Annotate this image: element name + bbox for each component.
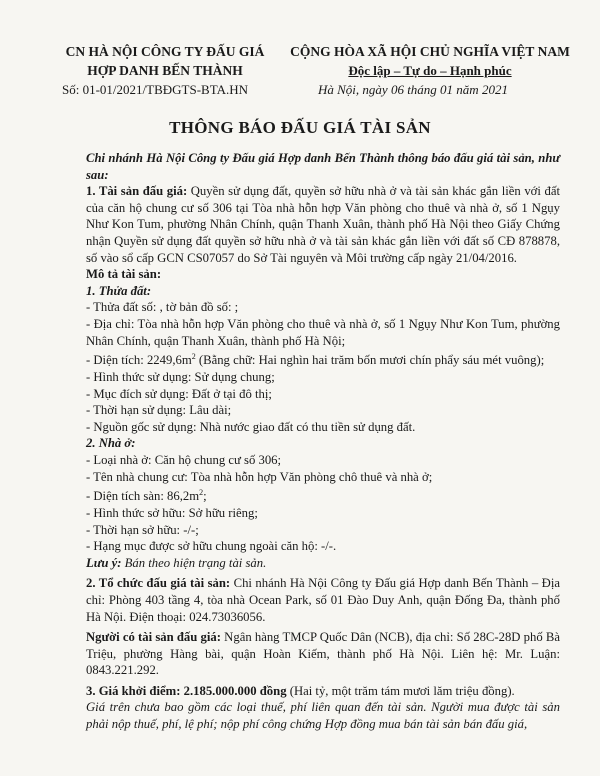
intro-paragraph: Chi nhánh Hà Nội Công ty Đấu giá Hợp danh Bến Thành thông báo đấu giá tài sản, như sau: <box>86 151 560 182</box>
house-label: 2. Nhà ở: <box>86 436 136 451</box>
document-title: THÔNG BÁO ĐẤU GIÁ TÀI SẢN <box>169 118 431 137</box>
house-item: - Tên nhà chung cư: Tòa nhà hỗn hợp Văn phòng chô thuê và nhà ở; <box>86 469 433 484</box>
section-3-text: (Hai tỷ, một trăm tám mươi lăm triệu đồng). <box>286 683 515 698</box>
asset-description-label: Mô tả tài sản: <box>86 267 162 282</box>
land-item: - Mục đích sử dụng: Đất ở tại đô thị; <box>86 386 272 401</box>
issuer-line-2: HỢP DANH BẾN THÀNH <box>87 63 243 78</box>
land-label: 1. Thửa đất: <box>86 283 152 298</box>
section-2-label: 2. Tổ chức đấu giá tài sản: <box>86 576 231 591</box>
section-1-paragraph <box>86 183 560 266</box>
section-2-paragraph <box>86 575 560 625</box>
house-area-prefix: - Diện tích sàn: 86,2m <box>86 489 200 504</box>
document-number: Số: 01-01/2021/TBĐGTS-BTA.HN <box>62 82 249 97</box>
section-3-note: Giá trên chưa bao gồm các loại thuế, phí liên quan đến tài sản. Người mua được tài sản phải nộp thuế, phí, lệ phí; nộp phí công chứng Hợp đồng mua bán tài sản bán đấu giá, <box>86 700 560 732</box>
house-item: - Hình thức sở hữu: Sở hữu riêng; <box>86 505 258 520</box>
land-item: - Nguồn gốc sử dụng: Nhà nước giao đất có thu tiền sử dụng đất. <box>86 419 416 434</box>
document-date: Hà Nội, ngày 06 tháng 01 năm 2021 <box>318 82 508 97</box>
issuer-line-1: CN HÀ NỘI CÔNG TY ĐẤU GIÁ <box>65 44 265 59</box>
issuer-header <box>40 42 290 80</box>
land-item: - Thời hạn sử dụng: Lâu dài; <box>86 403 232 418</box>
house-item: - Thời hạn sở hữu: -/-; <box>86 522 199 537</box>
house-area-item <box>86 485 560 505</box>
section-3-paragraph <box>86 683 560 700</box>
house-item: - Loại nhà ở: Căn hộ chung cư số 306; <box>86 452 282 467</box>
note-label: Lưu ý: <box>86 555 122 570</box>
section-1-label: 1. Tài sản đấu giá: <box>86 184 188 199</box>
land-item: - Hình thức sử dụng: Sử dụng chung; <box>86 369 275 384</box>
national-header <box>265 42 595 80</box>
document-body <box>86 150 560 733</box>
land-item: - Địa chỉ: Tòa nhà hỗn hợp Văn phòng cho thuê và nhà ở, số 1 Ngụy Như Kon Tum, phường Nhân Chính, quận Thanh Xuân, thành phố Hà Nội; <box>86 316 560 348</box>
house-item: - Hạng mục được sở hữu chung ngoài căn hộ: -/-. <box>86 539 337 554</box>
owner-label: Người có tài sản đấu giá: <box>86 630 221 645</box>
section-2-text: Chi nhánh Hà Nội Công ty Đấu giá Hợp danh Bến Thành – Địa chỉ: Phòng 403 tầng 4, tòa nhà Ocean Park, số 01 Đào Duy Anh, quận Đống Đa, thành phố Hà Nội. Điện thoại: 024.73036056. <box>86 576 560 624</box>
land-area-item <box>86 349 560 369</box>
owner-paragraph <box>86 629 560 679</box>
land-item: - Thửa đất số: , tờ bản đồ số: ; <box>86 300 239 315</box>
note-paragraph <box>86 555 560 572</box>
note-text: Bán theo hiện trạng tài sản. <box>121 555 267 570</box>
house-area-suffix: ; <box>203 489 207 504</box>
section-1-text: Quyền sử dụng đất, quyền sở hữu nhà ở và tài sản khác gắn liền với đất của căn hộ chung cư số 306 tại Tòa nhà hỗn hợp Văn phòng cho thuê và nhà ở, số 1 Ngụy Như Kon Tum, phường Nhân Chính, quận Thanh Xuân, thành phố Hà Nội theo Giấy Chứng nhận Quyền sử dụng đất quyền sở hữu nhà ở và tài sản khác gắn liền với đất số CĐ 878878, số vào sổ cấp GCN CS07057 do Sở Tài nguyên và Môi trường cấp ngày 21/04/2016. <box>86 184 560 265</box>
land-area-prefix: - Diện tích: 2249,6m <box>86 353 192 368</box>
section-3-label: 3. Giá khởi điểm: 2.185.000.000 đồng <box>86 683 287 698</box>
house-area-sup: 2 <box>199 488 204 498</box>
land-area-suffix: (Bằng chữ: Hai nghìn hai trăm bốn mươi chín phẩy sáu mét vuông); <box>195 353 545 368</box>
land-area-sup: 2 <box>191 352 196 362</box>
owner-text: Ngân hàng TMCP Quốc Dân (NCB), địa chỉ: Số 28C-28D phố Bà Triệu, phường Hàng bài, quận Hoàn Kiếm, thành phố Hà Nội. Liên hệ: Mr. Luận: 0843.221.292. <box>86 630 560 678</box>
national-title: CỘNG HÒA XÃ HỘI CHỦ NGHĨA VIỆT NAM <box>290 44 570 59</box>
national-motto: Độc lập – Tự do – Hạnh phúc <box>348 63 512 78</box>
